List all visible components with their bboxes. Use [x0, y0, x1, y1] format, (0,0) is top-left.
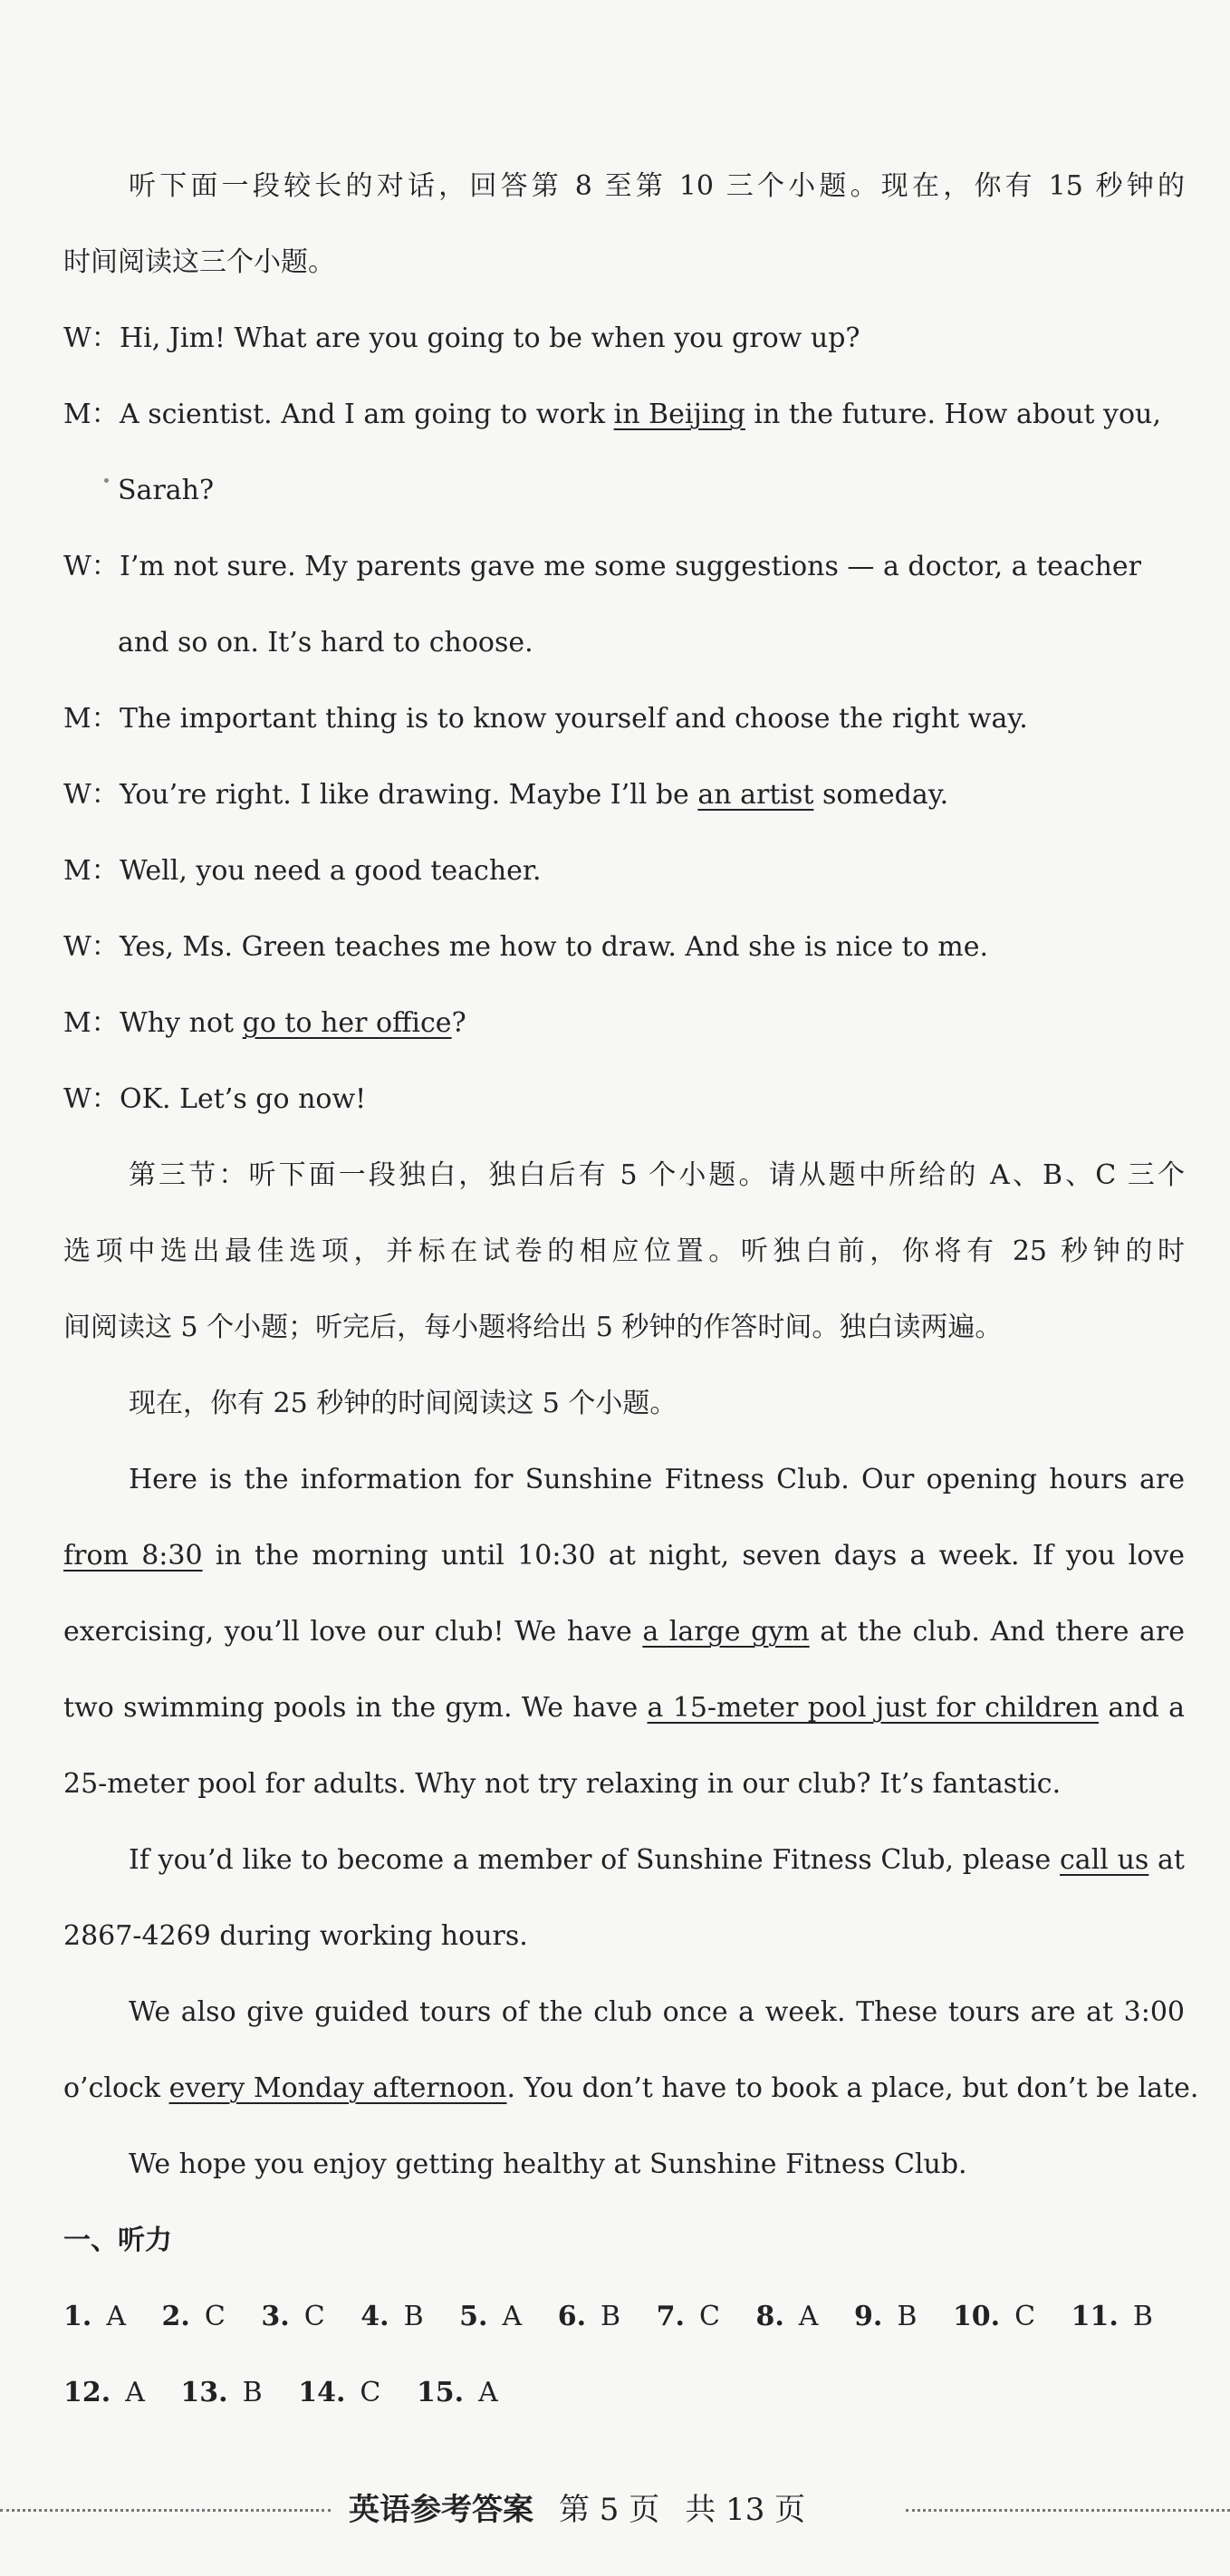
monologue-text: . You don’t have to book a place, but don’t be late.: [506, 2072, 1199, 2104]
answer-letter: C: [204, 2301, 226, 2332]
answer-letter: B: [601, 2301, 621, 2332]
monologue-answer-underlined: a 15-meter pool just for children: [647, 1692, 1100, 1724]
question-number: 3.: [261, 2301, 290, 2332]
dialogue-line: [63, 777, 1185, 813]
speaker-label: W：: [63, 931, 119, 963]
footer-title: 英语参考答案: [349, 2492, 533, 2528]
dialogue-text: and so on. It’s hard to choose.: [118, 627, 533, 658]
answer-letter: A: [478, 2377, 498, 2408]
dialogue-line: [63, 853, 1185, 889]
question-number: 4.: [360, 2301, 389, 2332]
monologue-line: [63, 1690, 1185, 1726]
answer-letter: C: [1014, 2301, 1036, 2332]
footer-total-pages: 共 13 页: [685, 2492, 806, 2528]
answer-letter: B: [403, 2301, 424, 2332]
dialogue-line: [63, 549, 1185, 585]
part2-intro-line1: 听下面一段较长的对话，回答第 8 至第 10 三个小题。现在，你有 15 秒钟的: [129, 170, 1185, 202]
dialogue-text: A scientist. And I am going to work: [120, 399, 614, 430]
answer-letter: A: [502, 2301, 523, 2332]
dialogue-text: someday.: [813, 779, 949, 811]
question-number: 6.: [557, 2301, 587, 2332]
part3-intro-line1: 第三节：听下面一段独白，独白后有 5 个小题。请从题中所给的 A、B、C 三个: [129, 1159, 1185, 1191]
scan-speck: [104, 478, 109, 483]
dialogue-line: [63, 701, 1185, 737]
dialogue-line: [63, 1081, 1185, 1118]
monologue-text: in the morning until 10:30 at night, seven days a week. If you love: [202, 1540, 1186, 1572]
monologue-line: [129, 1842, 1185, 1879]
speaker-label: W：: [63, 779, 119, 811]
monologue-line: We hope you enjoy getting healthy at Sunshine Fitness Club.: [129, 2148, 967, 2180]
question-number: 9.: [854, 2301, 883, 2332]
answers-row-1: [63, 2299, 1180, 2335]
monologue-line: Here is the information for Sunshine Fitness Club. Our opening hours are: [129, 1464, 1185, 1495]
monologue-line: [63, 1538, 1185, 1574]
dialogue-text: OK. Let’s go now!: [120, 1083, 367, 1115]
answer-letter: C: [303, 2301, 325, 2332]
dialogue-text: Sarah?: [118, 475, 215, 506]
monologue-answer-underlined: call us: [1060, 1844, 1149, 1876]
dialogue-line: [63, 321, 1185, 357]
speaker-label: M：: [63, 399, 119, 430]
speaker-label: M：: [63, 703, 119, 735]
dialogue-text: ?: [451, 1007, 466, 1039]
dialogue-line-continued: [118, 625, 1185, 661]
dialogue-text: You’re right. I like drawing. Maybe I’ll be: [120, 779, 698, 811]
dialogue-answer-underlined: go to her office: [242, 1007, 452, 1039]
monologue-text: at: [1148, 1844, 1185, 1876]
question-number: 15.: [416, 2377, 465, 2408]
answer-letter: A: [798, 2301, 819, 2332]
monologue-text: o’clock: [63, 2072, 169, 2104]
answers-row-2: [63, 2375, 525, 2411]
dialogue-text: I’m not sure. My parents gave me some suggestions — a doctor, a teacher: [120, 551, 1142, 582]
answer-letter: B: [1132, 2301, 1153, 2332]
monologue-line: [63, 2071, 1199, 2107]
part3-intro-line4: 现在，你有 25 秒钟的时间阅读这 5 个小题。: [129, 1388, 677, 1419]
footer-page-number: 第 5 页: [559, 2492, 660, 2528]
dialogue-line: [63, 1005, 1185, 1042]
speaker-label: W：: [63, 1083, 119, 1115]
question-number: 8.: [755, 2301, 784, 2332]
question-number: 11.: [1071, 2301, 1119, 2332]
monologue-text: exercising, you’ll love our club! We have: [63, 1616, 643, 1648]
monologue-line: 25-meter pool for adults. Why not try relaxing in our club? It’s fantastic.: [63, 1768, 1062, 1800]
monologue-answer-underlined: every Monday afternoon: [168, 2072, 507, 2104]
dialogue-text: Yes, Ms. Green teaches me how to draw. And she is nice to me.: [120, 931, 989, 963]
dialogue-text: Why not: [120, 1007, 243, 1039]
dialogue-answer-underlined: an artist: [697, 779, 814, 811]
part2-intro-line2: 时间阅读这三个小题。: [63, 246, 335, 278]
answer-letter: B: [897, 2301, 918, 2332]
answers-heading: 一、听力: [63, 2225, 172, 2256]
question-number: 5.: [459, 2301, 488, 2332]
page-footer: [0, 2487, 1230, 2533]
speaker-label: W：: [63, 322, 119, 354]
question-number: 14.: [298, 2377, 346, 2408]
monologue-text: two swimming pools in the gym. We have: [63, 1692, 648, 1724]
footer-dotted-rule-right: [906, 2509, 1230, 2512]
speaker-label: W：: [63, 551, 119, 582]
question-number: 13.: [180, 2377, 228, 2408]
dialogue-line-continued: [118, 473, 1185, 509]
question-number: 12.: [63, 2377, 111, 2408]
answer-letter: B: [242, 2377, 263, 2408]
monologue-answer-underlined: a large gym: [642, 1616, 810, 1648]
monologue-answer-underlined: from 8:30: [63, 1540, 203, 1572]
monologue-text: at the club. And there are: [809, 1616, 1185, 1648]
monologue-line: We also give guided tours of the club once a week. These tours are at 3:00: [129, 1996, 1185, 2028]
monologue-line: 2867-4269 during working hours.: [63, 1920, 528, 1952]
dialogue-line: [63, 929, 1185, 966]
answer-letter: A: [106, 2301, 126, 2332]
monologue-line: [63, 1614, 1185, 1650]
part3-intro-line2: 选项中选出最佳选项，并标在试卷的相应位置。听独白前，你将有 25 秒钟的时: [63, 1235, 1185, 1267]
speaker-label: M：: [63, 1007, 119, 1039]
footer-text: [349, 2487, 805, 2533]
answer-letter: C: [360, 2377, 381, 2408]
question-number: 7.: [656, 2301, 685, 2332]
dialogue-text: in the future. How about you,: [745, 399, 1161, 430]
dialogue-text: Hi, Jim! What are you going to be when you grow up?: [120, 322, 860, 354]
dialogue-text: Well, you need a good teacher.: [120, 855, 542, 887]
answer-letter: C: [698, 2301, 720, 2332]
monologue-text: and a: [1099, 1692, 1185, 1724]
footer-dotted-rule-left: [0, 2509, 331, 2512]
dialogue-line: [63, 397, 1185, 433]
speaker-label: M：: [63, 855, 119, 887]
dialogue-answer-underlined: in Beijing: [613, 399, 745, 430]
monologue-text: If you’d like to become a member of Sunshine Fitness Club, please: [129, 1844, 1060, 1876]
question-number: 1.: [63, 2301, 92, 2332]
answer-letter: A: [125, 2377, 145, 2408]
dialogue-text: The important thing is to know yourself and choose the right way.: [120, 703, 1028, 735]
question-number: 10.: [952, 2301, 1001, 2332]
question-number: 2.: [161, 2301, 190, 2332]
part3-intro-line3: 间阅读这 5 个小题；听完后，每小题将给出 5 秒钟的作答时间。独白读两遍。: [63, 1312, 1003, 1343]
